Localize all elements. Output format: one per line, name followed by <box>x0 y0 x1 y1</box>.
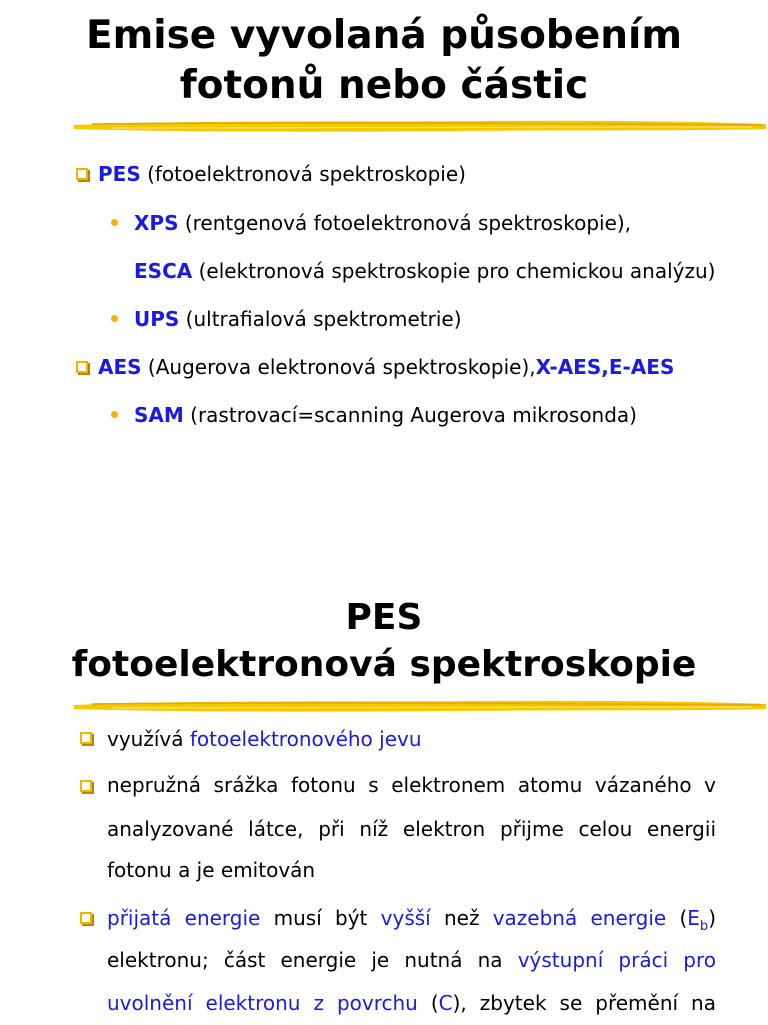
desc-xps: (rentgenová fotoelektronová spektroskopie), <box>178 211 632 235</box>
square-bullet-icon <box>80 732 92 744</box>
text-nez: než <box>430 906 493 930</box>
dot-bullet-icon <box>111 411 118 418</box>
link-vyssi[interactable]: vyšší <box>380 906 431 930</box>
abbr-xaes-eaes: X-AES,E-AES <box>535 355 675 379</box>
link-prijata-energie[interactable]: přijatá energie <box>107 906 261 930</box>
text-paren-close: ) <box>708 906 716 930</box>
list-item-esca <box>134 258 715 284</box>
abbr-xps: XPS <box>134 211 179 235</box>
desc-esca: (elektronová spektroskopie pro chemickou analýzu) <box>192 259 716 283</box>
link-fotoelektronoveho-jevu[interactable]: fotoelektronového jevu <box>189 727 422 751</box>
abbr-aes: AES <box>98 355 142 379</box>
abbr-pes: PES <box>98 162 141 186</box>
text-vyuziva: využívá <box>107 727 190 751</box>
link-vazebna-energie[interactable]: vazebná energie <box>492 906 667 930</box>
square-bullet-icon <box>80 780 92 792</box>
list-item-aes <box>76 354 674 380</box>
text-paren-open: ( <box>666 906 688 930</box>
slide1-title-line1: Emise vyvolaná působením <box>85 13 683 58</box>
desc-ups: (ultrafialová spektrometrie) <box>179 307 462 331</box>
link-vystupni-praci[interactable]: výstupní práci pro <box>517 948 716 972</box>
slide2-title-line1: PES <box>345 597 423 638</box>
symbol-subscript-b: b <box>699 919 709 934</box>
bullet-srazka-line2: analyzované látce, při níž elektron přijme celou energii <box>107 817 716 841</box>
desc-aes: (Augerova elektronová spektroskopie), <box>141 355 536 379</box>
abbr-esca: ESCA <box>134 259 193 283</box>
text-paren-open-2: ( <box>417 991 439 1015</box>
list-item-xps <box>111 210 631 236</box>
bullet-srazka-line3: fotonu a je emitován <box>107 858 316 882</box>
dot-bullet-icon <box>111 315 118 322</box>
desc-pes: (fotoelektronová spektroskopie) <box>140 162 466 186</box>
text-zbytek: ), zbytek se přemění na <box>452 991 716 1015</box>
symbol-eb[interactable] <box>687 906 709 934</box>
bullet-energie-line2 <box>107 938 716 982</box>
link-uvolneni-elektronu[interactable]: uvolnění elektronu z povrchu <box>107 991 418 1015</box>
bullet-fotoelektronovy-jev <box>107 726 422 752</box>
symbol-c[interactable]: C <box>438 991 453 1015</box>
list-item-sam <box>111 402 637 428</box>
square-bullet-icon <box>80 912 92 924</box>
bullet-srazka-line1: nepružná srážka fotonu s elektronem atomu vázaného v <box>107 773 716 797</box>
desc-sam: (rastrovací=scanning Augerova mikrosonda) <box>183 403 637 427</box>
text-musi-byt: musí být <box>260 906 381 930</box>
slide1-title-line2: fotonů nebo částic <box>179 63 589 108</box>
bullet-energie-line3 <box>107 981 716 1025</box>
list-item-ups <box>111 306 462 332</box>
title-underline-brushstroke <box>72 116 768 136</box>
text-elektronu: elektronu; část energie je nutná na <box>107 948 518 972</box>
slide2-title-line2: fotoelektronová spektroskopie <box>71 644 697 685</box>
abbr-sam: SAM <box>134 403 184 427</box>
abbr-ups: UPS <box>134 307 180 331</box>
list-item-pes <box>76 161 466 187</box>
dot-bullet-icon <box>111 219 118 226</box>
square-bullet-icon <box>76 361 88 373</box>
symbol-e: E <box>687 906 700 930</box>
square-bullet-icon <box>76 168 88 180</box>
title-underline-brushstroke <box>72 696 768 716</box>
